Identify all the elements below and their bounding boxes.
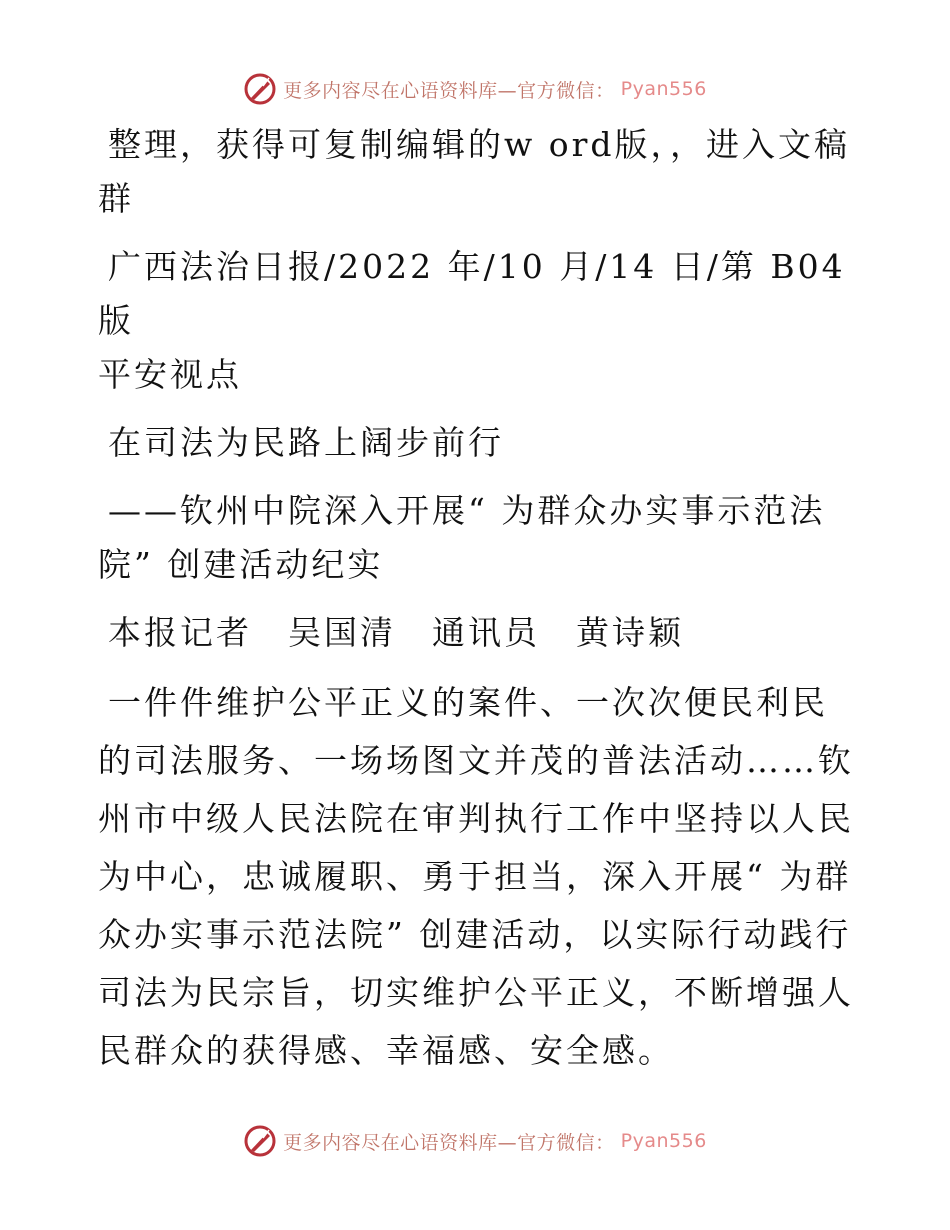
quill-logo-icon	[243, 1124, 277, 1158]
source-line: 广西法治日报/2022 年/10 月/14 日/第 B04 版	[98, 247, 860, 340]
section-label: 平安视点	[98, 355, 242, 394]
footer-banner	[0, 1124, 950, 1158]
subheadline: ——钦州中院深入开展“ 为群众办实事示范法院” 创建活动纪实	[98, 491, 826, 584]
header-banner	[0, 72, 950, 106]
quill-logo-icon	[243, 72, 277, 106]
banner-handle: Pyan556	[620, 1130, 707, 1152]
banner-handle: Pyan556	[620, 78, 707, 100]
byline: 本报记者 吴国清 通讯员 黄诗颖	[108, 613, 684, 652]
banner-text: 更多内容尽在心语资料库—官方微信：	[283, 1131, 615, 1154]
lead-paragraph: 一件件维护公平正义的案件、一次次便民利民的司法服务、一场场图文并茂的普法活动……钦州市中级人民法院在审判执行工作中坚持以人民为中心，忠诚履职、勇于担当，深入开展“ 为群众办实事示范法院” 创建活动，以实际行动践行司法为民宗旨，切实维护公平正义，不断增强人民群众的获得感、幸福感、安全感。	[98, 683, 854, 1070]
headline: 在司法为民路上阔步前行	[108, 423, 504, 462]
banner-text: 更多内容尽在心语资料库—官方微信：	[283, 79, 615, 102]
document-body	[98, 118, 858, 1100]
intro-paragraph: 整理，获得可复制编辑的w ord版，，进入文稿群	[98, 125, 851, 218]
